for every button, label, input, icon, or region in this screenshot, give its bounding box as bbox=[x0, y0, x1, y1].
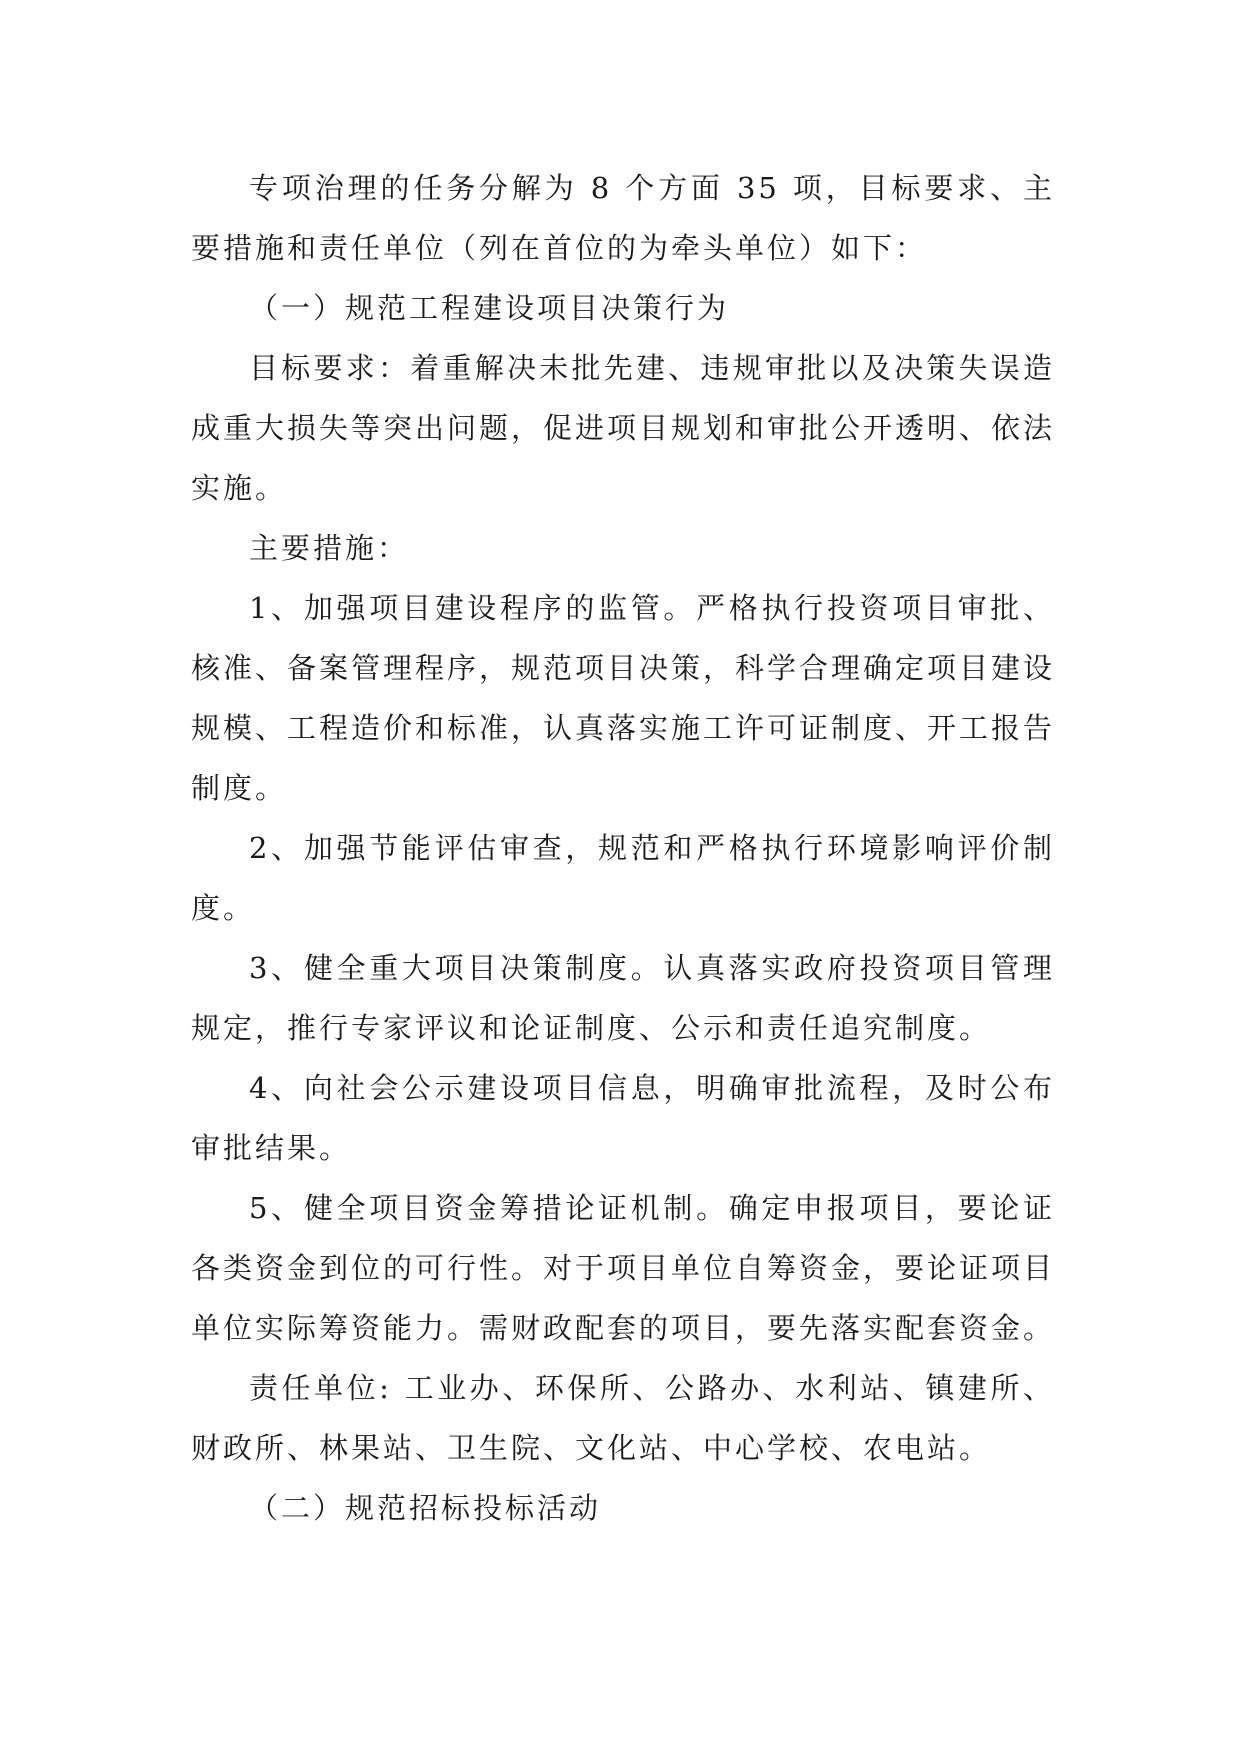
measure-item-5: 5、健全项目资金筹措论证机制。确定申报项目，要论证各类资金到位的可行性。对于项目单位自筹资金，要论证项目单位实际筹资能力。需财政配套的项目，要先落实配套资金。 bbox=[191, 1191, 1056, 1345]
responsible-units-paragraph: 责任单位: 工业办、环保所、公路办、水利站、镇建所、财政所、林果站、卫生院、文化站、中心学校、农电站。 bbox=[191, 1371, 1055, 1465]
document-body bbox=[191, 158, 1055, 1538]
measure-item-2: 2、加强节能评估审查，规范和严格执行环境影响评价制度。 bbox=[191, 831, 1055, 925]
intro-paragraph: 专项治理的任务分解为 8 个方面 35 项，目标要求、主要措施和责任单位（列在首位的为牵头单位）如下： bbox=[191, 171, 1055, 265]
goal-paragraph: 目标要求：着重解决未批先建、违规审批以及决策失误造成重大损失等突出问题，促进项目规划和审批公开透明、依法实施。 bbox=[191, 351, 1056, 505]
section-heading-2: （二）规范招标投标活动 bbox=[249, 1491, 602, 1525]
section-heading-1: （一）规范工程建设项目决策行为 bbox=[249, 291, 730, 325]
measure-item-4: 4、向社会公示建设项目信息，明确审批流程，及时公布审批结果。 bbox=[191, 1071, 1055, 1165]
measures-heading: 主要措施： bbox=[249, 531, 410, 565]
measure-item-1: 1、加强项目建设程序的监管。严格执行投资项目审批、核准、备案管理程序，规范项目决策，科学合理确定项目建设规模、工程造价和标准，认真落实施工许可证制度、开工报告制度。 bbox=[191, 591, 1056, 805]
measure-item-3: 3、健全重大项目决策制度。认真落实政府投资项目管理规定，推行专家评议和论证制度、公示和责任追究制度。 bbox=[191, 951, 1055, 1045]
